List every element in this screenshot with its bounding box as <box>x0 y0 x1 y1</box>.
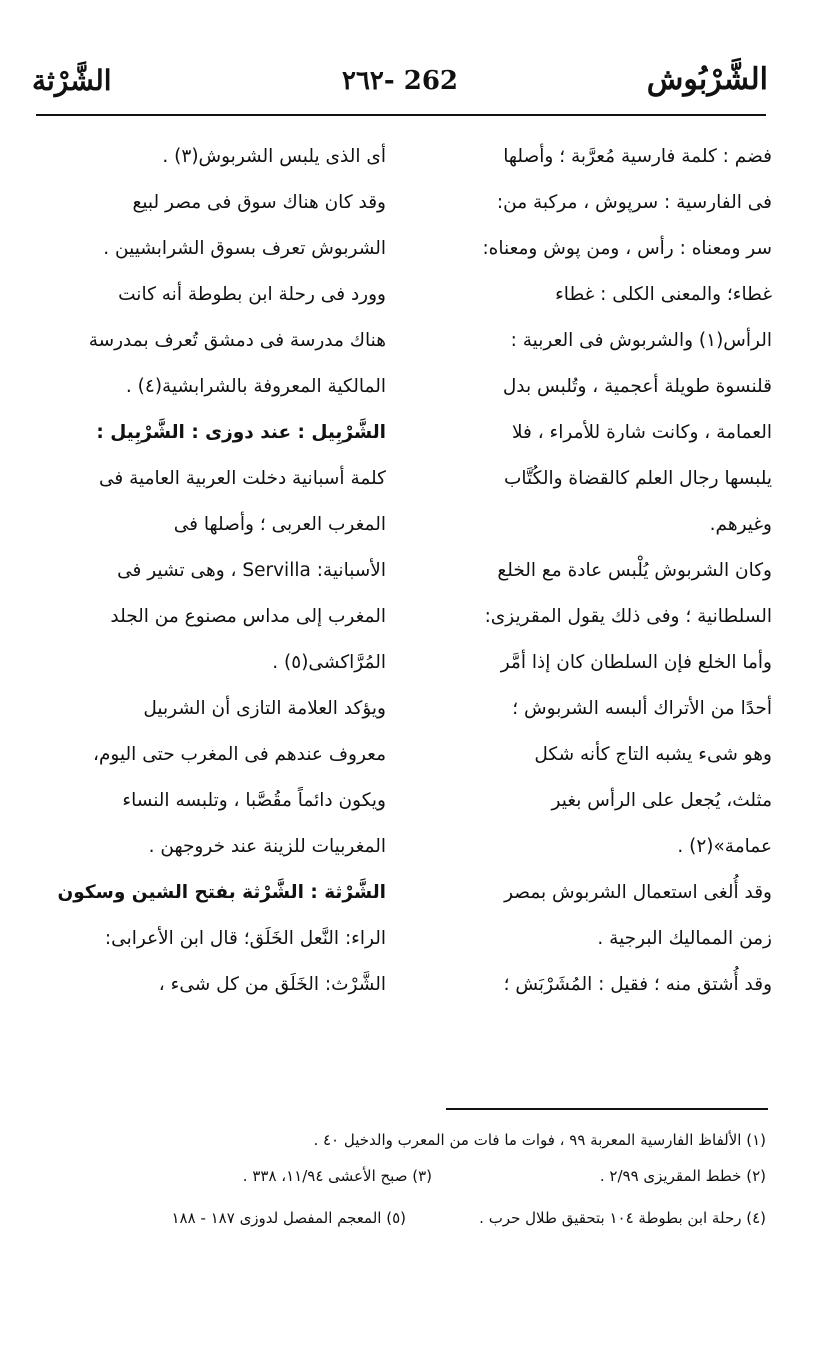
text-line: المالكية المعروفة بالشرابشية(٤) . <box>125 376 386 397</box>
text-line: الشَّرْث: الخَلَق من كل شىء ، <box>158 974 386 995</box>
text-line: الرأس(١) والشربوش فى العربية : <box>510 330 772 351</box>
text-line: كلمة أسبانية دخلت العربية العامية فى <box>99 468 386 489</box>
text-line: عمامة»(٢) . <box>677 836 772 857</box>
entry-heading-sharbil: الشَّرْبِيل : عند دوزى : الشَّرْبِيل : <box>96 422 386 443</box>
text-line: وأما الخلع فإن السلطان كان إذا أمَّر <box>500 652 772 673</box>
footnote-rule <box>446 1108 768 1110</box>
text-line: وهو شىء يشبه التاج كأنه شكل <box>534 744 772 765</box>
footnote-5: (٥) المعجم المفصل لدوزى ١٨٧ - ١٨٨ <box>171 1209 406 1227</box>
text-line: الراء: النَّعل الخَلَق؛ قال ابن الأعرابى: <box>104 928 386 949</box>
header-entry-start: الشَّرْبُوش <box>646 62 768 97</box>
text-line: المُرَّاكشى(٥) . <box>272 652 386 673</box>
text-line: المغربيات للزينة عند خروجهن . <box>148 836 386 857</box>
text-line: مثلث، يُجعل على الرأس بغير <box>551 790 772 811</box>
text-line: غطاء؛ والمعنى الكلى : غطاء <box>555 284 772 305</box>
footnote-2: (٢) خطط المقريزى ٢/٩٩ . <box>599 1167 766 1185</box>
footnote-4: (٤) رحلة ابن بطوطة ١٠٤ بتحقيق طلال حرب . <box>479 1209 766 1227</box>
text-line: أحدًا من الأتراك ألبسه الشربوش ؛ <box>512 698 772 719</box>
right-column <box>426 134 772 1008</box>
page-header <box>32 62 768 112</box>
text-line: قلنسوة طويلة أعجمية ، وتُلبس بدل <box>502 376 772 397</box>
footnote-3: (٣) صبح الأعشى ١١/٩٤، ٣٣٨ . <box>242 1167 432 1185</box>
text-line: سر ومعناه : رأس ، ومن پوش ومعناه: <box>482 238 772 259</box>
text-line: ويؤكد العلامة التازى أن الشربيل <box>143 698 386 719</box>
text-line: الشربوش تعرف بسوق الشرابشيين . <box>103 238 386 259</box>
text-line: فى الفارسية : سرپوش ، مركبة من: <box>496 192 772 213</box>
text-line: وقد أُلغى استعمال الشربوش بمصر <box>504 882 772 903</box>
footnote-1: (١) الألفاظ الفارسية المعربة ٩٩ ، فوات ما فات من المعرب والدخيل ٤٠ . <box>313 1131 766 1149</box>
text-line: ويكون دائماً مقُصَّبا ، وتلبسه النساء <box>122 790 386 811</box>
text-line: العمامة ، وكانت شارة للأمراء ، فلا <box>511 422 772 443</box>
entry-heading-sharthah: الشَّرْثة : الشَّرْثة بفتح الشين وسكون <box>57 882 386 903</box>
page-number: ٢٦٢- 262 <box>341 66 459 96</box>
text-line: يلبسها رجال العلم كالقضاة والكُتَّاب <box>503 468 772 489</box>
text-line: وغيرهم. <box>709 514 772 535</box>
header-rule <box>36 114 766 116</box>
text-line: وورد فى رحلة ابن بطوطة أنه كانت <box>118 284 386 305</box>
text-line: هناك مدرسة فى دمشق تُعرف بمدرسة <box>88 330 386 351</box>
text-line: السلطانية ؛ وفى ذلك يقول المقريزى: <box>484 606 772 627</box>
text-line: الأسبانية: Servilla ، وهى تشير فى <box>117 560 386 581</box>
text-line: المغرب إلى مداس مصنوع من الجلد <box>110 606 386 627</box>
text-line: زمن المماليك البرجية . <box>597 928 772 949</box>
text-line: وكان الشربوش يُلْبس عادة مع الخلع <box>497 560 772 581</box>
left-column <box>40 134 386 1008</box>
text-line: وقد أُشتق منه ؛ فقيل : المُشَرْبَش ؛ <box>503 974 772 995</box>
text-line: معروف عندهم فى المغرب حتى اليوم، <box>92 744 386 765</box>
text-line: أى الذى يلبس الشربوش(٣) . <box>162 146 386 167</box>
header-entry-end: الشَّرْثة <box>32 64 112 97</box>
text-line: المغرب العربى ؛ وأصلها فى <box>173 514 386 535</box>
text-line: وقد كان هناك سوق فى مصر لبيع <box>132 192 386 213</box>
text-line: فضم : كلمة فارسية مُعرَّبة ؛ وأصلها <box>503 146 772 167</box>
